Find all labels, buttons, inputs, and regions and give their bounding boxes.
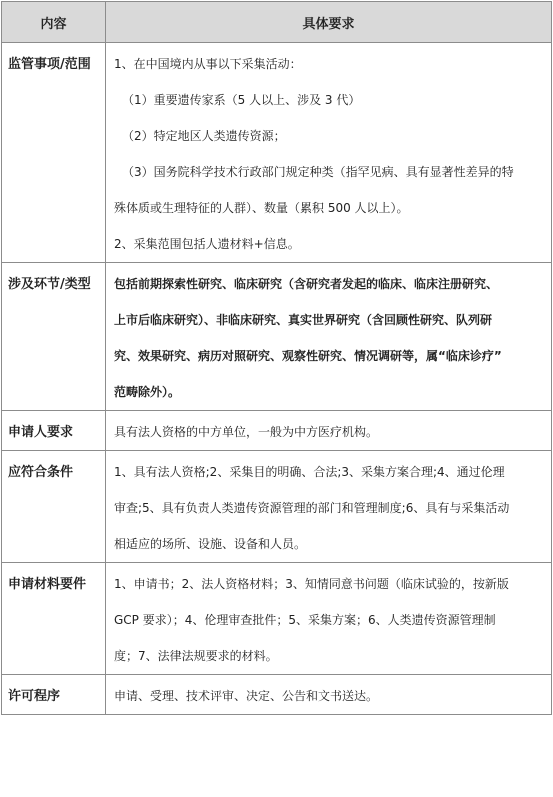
table-row xyxy=(2,451,552,563)
header-requirements: 具体要求 xyxy=(106,2,552,43)
row-content xyxy=(106,43,552,263)
requirements-table xyxy=(1,1,552,715)
row-label: 许可程序 xyxy=(2,675,106,715)
row-label: 监管事项/范围 xyxy=(2,43,106,263)
content-line: 究、效果研究、病历对照研究、观察性研究、情况调研等，属“临床诊疗” xyxy=(114,349,502,363)
content-line: 上市后临床研究）、非临床研究、真实世界研究（含回顾性研究、队列研 xyxy=(114,313,493,327)
row-content xyxy=(106,675,552,715)
content-line: 包括前期探索性研究、临床研究（含研究者发起的临床、临床注册研究、 xyxy=(114,277,499,291)
row-content xyxy=(106,263,552,411)
row-label: 涉及环节/类型 xyxy=(2,263,106,411)
row-content xyxy=(106,411,552,451)
header-row xyxy=(2,2,552,43)
table-row xyxy=(2,563,552,675)
content-line: （1）重要遗传家系（5 人以上、涉及 3 代） xyxy=(122,93,361,107)
row-content xyxy=(106,451,552,563)
table-row xyxy=(2,411,552,451)
content-line: 1、具有法人资格;2、采集目的明确、合法;3、采集方案合理;4、通过伦理 xyxy=(114,465,505,479)
content-line: 殊体质或生理特征的人群）、数量（累积 500 人以上）。 xyxy=(114,201,409,215)
content-line: 2、采集范围包括人遗材料+信息。 xyxy=(114,237,300,251)
content-line: 1、在中国境内从事以下采集活动： xyxy=(114,57,302,71)
content-line: 1、申请书；2、法人资格材料；3、知情同意书问题（临床试验的，按新版 xyxy=(114,577,509,591)
table-row xyxy=(2,263,552,411)
content-line: 相适应的场所、设施、设备和人员。 xyxy=(114,537,307,551)
content-line: （3）国务院科学技术行政部门规定种类（指罕见病、具有显著性差异的特 xyxy=(122,165,514,179)
row-label: 应符合条件 xyxy=(2,451,106,563)
table-row xyxy=(2,675,552,715)
row-content xyxy=(106,563,552,675)
content-line: 度；7、法律法规要求的材料。 xyxy=(114,649,278,663)
content-line: （2）特定地区人类遗传资源； xyxy=(122,129,286,143)
row-label: 申请材料要件 xyxy=(2,563,106,675)
table-row xyxy=(2,43,552,263)
row-label: 申请人要求 xyxy=(2,411,106,451)
content-line: 范畴除外）。 xyxy=(114,385,181,399)
content-line: 审查;5、具有负责人类遗传资源管理的部门和管理制度;6、具有与采集活动 xyxy=(114,501,510,515)
content-line: GCP 要求）；4、伦理审查批件；5、采集方案；6、人类遗传资源管理制 xyxy=(114,613,496,627)
content-line: 申请、受理、技术评审、决定、公告和文书送达。 xyxy=(114,689,379,703)
content-line: 具有法人资格的中方单位，一般为中方医疗机构。 xyxy=(114,425,379,439)
header-content: 内容 xyxy=(2,2,106,43)
